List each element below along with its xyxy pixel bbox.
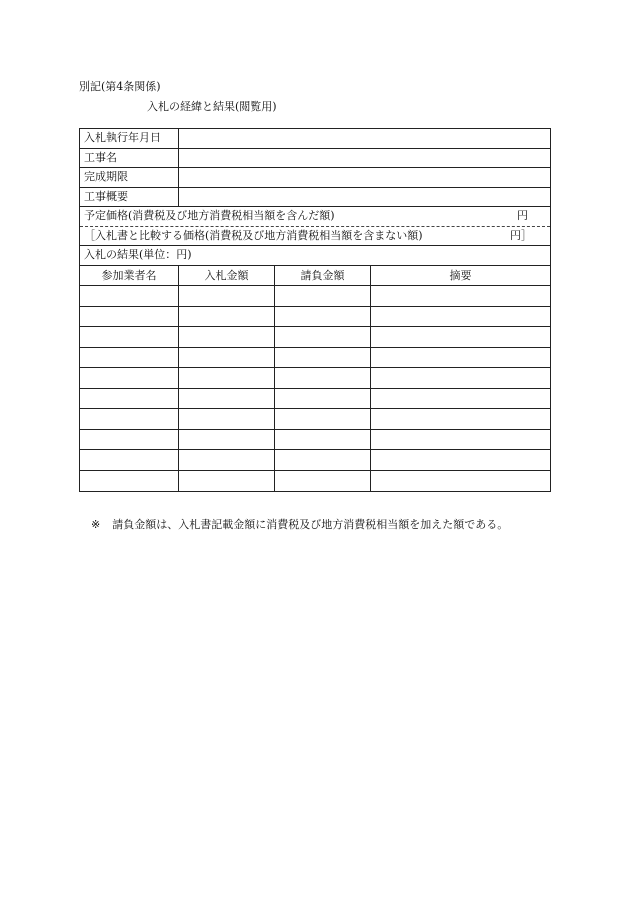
results-caption: 入札の結果(単位：円) — [84, 248, 192, 261]
bid-date-value — [179, 129, 550, 148]
contract-amount-cell — [275, 430, 371, 450]
planned-price-row — [80, 207, 550, 227]
column-bid-amount: 入札金額 — [179, 266, 275, 286]
comparison-price-unit: 円］ — [510, 228, 532, 242]
project-summary-value — [179, 188, 550, 207]
project-name-value — [179, 149, 550, 168]
completion-deadline-label: 完成期限 — [80, 168, 179, 187]
contract-amount-cell — [275, 327, 371, 347]
bid-amount-cell — [179, 389, 275, 409]
bid-amount-cell — [179, 348, 275, 368]
bid-amount-cell — [179, 368, 275, 388]
bid-date-label: 入札執行年月日 — [80, 129, 179, 148]
info-row-project-summary — [80, 188, 550, 208]
contract-amount-cell — [275, 409, 371, 429]
remarks-cell — [371, 471, 550, 492]
bidder-name-cell — [80, 327, 179, 347]
planned-price-unit: 円 — [517, 209, 528, 222]
planned-price-label: 予定価格(消費税及び地方消費税相当額を含んだ額) — [84, 209, 335, 222]
bidder-name-cell — [80, 471, 179, 492]
comparison-price-row — [80, 227, 550, 247]
bidder-name-cell — [80, 450, 179, 470]
bid-amount-cell — [179, 286, 275, 306]
remarks-cell — [371, 327, 550, 347]
remarks-cell — [371, 430, 550, 450]
bidder-name-cell — [80, 409, 179, 429]
bid-amount-cell — [179, 327, 275, 347]
remarks-cell — [371, 368, 550, 388]
remarks-cell — [371, 409, 550, 429]
remarks-cell — [371, 286, 550, 306]
bid-amount-cell — [179, 409, 275, 429]
bidder-name-cell — [80, 286, 179, 306]
results-body — [80, 286, 550, 491]
contract-amount-cell — [275, 471, 371, 492]
contract-amount-cell — [275, 450, 371, 470]
bid-amount-cell — [179, 471, 275, 492]
project-summary-label: 工事概要 — [80, 188, 179, 207]
footnote-text: 請負金額は、入札書記載金額に消費税及び地方消費税相当額を加えた額である。 — [112, 518, 509, 531]
bid-amount-cell — [179, 307, 275, 327]
results-caption-row — [80, 246, 550, 266]
remarks-cell — [371, 307, 550, 327]
table-row — [80, 368, 550, 389]
remarks-cell — [371, 348, 550, 368]
bidder-name-cell — [80, 307, 179, 327]
column-contract-amount: 請負金額 — [275, 266, 371, 286]
column-bidder-name: 参加業者名 — [80, 266, 179, 286]
bidder-name-cell — [80, 389, 179, 409]
remarks-cell — [371, 450, 550, 470]
footnote — [91, 518, 508, 532]
bid-amount-cell — [179, 430, 275, 450]
contract-amount-cell — [275, 286, 371, 306]
info-row-completion-deadline — [80, 168, 550, 188]
contract-amount-cell — [275, 389, 371, 409]
table-row — [80, 430, 550, 451]
contract-amount-cell — [275, 307, 371, 327]
appendix-label: 別記(第4条関係) — [79, 80, 161, 93]
footnote-mark: ※ — [91, 518, 101, 531]
bidder-name-cell — [80, 368, 179, 388]
table-row — [80, 327, 550, 348]
bid-result-form-table — [79, 128, 551, 492]
table-row — [80, 471, 550, 492]
info-row-bid-date — [80, 129, 550, 149]
table-row — [80, 348, 550, 369]
completion-deadline-value — [179, 168, 550, 187]
bidder-name-cell — [80, 430, 179, 450]
info-row-project-name — [80, 149, 550, 169]
bid-amount-cell — [179, 450, 275, 470]
table-row — [80, 286, 550, 307]
results-column-header — [80, 266, 550, 287]
document-title: 入札の経緯と結果(閲覧用) — [147, 100, 277, 113]
project-name-label: 工事名 — [80, 149, 179, 168]
comparison-price-label: ［入札書と比較する価格(消費税及び地方消費税相当額を含まない額) — [84, 228, 423, 242]
table-row — [80, 450, 550, 471]
bidder-name-cell — [80, 348, 179, 368]
table-row — [80, 307, 550, 328]
remarks-cell — [371, 389, 550, 409]
column-remarks: 摘要 — [449, 268, 472, 282]
table-row — [80, 389, 550, 410]
contract-amount-cell — [275, 348, 371, 368]
contract-amount-cell — [275, 368, 371, 388]
table-row — [80, 409, 550, 430]
